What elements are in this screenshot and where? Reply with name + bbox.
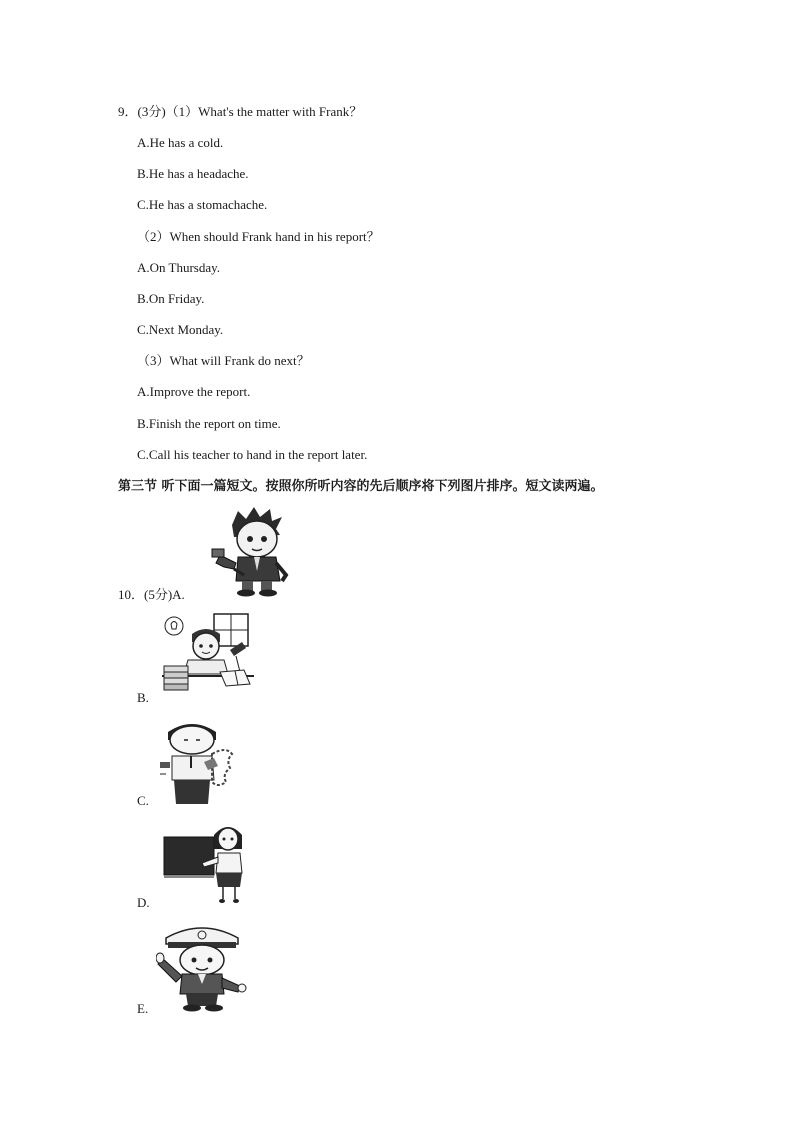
q9-2-option-c: C.Next Monday. [137, 322, 224, 337]
q9-1-option-a: A.He has a cold. [137, 135, 224, 150]
man-with-phone-icon [156, 718, 246, 806]
policeman-saluting-icon [156, 922, 250, 1012]
section-3-heading: 第三节 听下面一篇短文。按照你所听内容的先后顺序将下列图片排序。短文读两遍。 [118, 479, 604, 494]
q9-3-option-a: A.Improve the report. [137, 384, 251, 399]
q9-3-option-b: B.Finish the report on time. [137, 416, 281, 431]
boy-with-tool-icon [210, 505, 300, 597]
question-9-stem: 9．(3分)（1）What's the matter with Frank？ [118, 104, 363, 119]
teacher-at-blackboard-icon [162, 821, 246, 907]
q9-1-option-b: B.He has a headache. [137, 166, 249, 181]
q9-3-option-c: C.Call his teacher to hand in the report later. [137, 447, 368, 462]
question-9-2-stem: （2）When should Frank hand in his report？ [137, 229, 380, 244]
question-9-3-stem: （3）What will Frank do next？ [137, 353, 310, 368]
q9-2-option-a: A.On Thursday. [137, 260, 221, 275]
q9-1-option-c: C.He has a stomachache. [137, 197, 268, 212]
q10-label-b: B. [137, 690, 149, 705]
question-10-stem: 10．(5分)A. [118, 587, 185, 602]
man-at-desk-icon [160, 612, 256, 696]
q10-label-e: E. [137, 1001, 149, 1016]
q10-label-c: C. [137, 793, 149, 808]
q10-label-d: D. [137, 895, 150, 910]
q9-2-option-b: B.On Friday. [137, 291, 205, 306]
